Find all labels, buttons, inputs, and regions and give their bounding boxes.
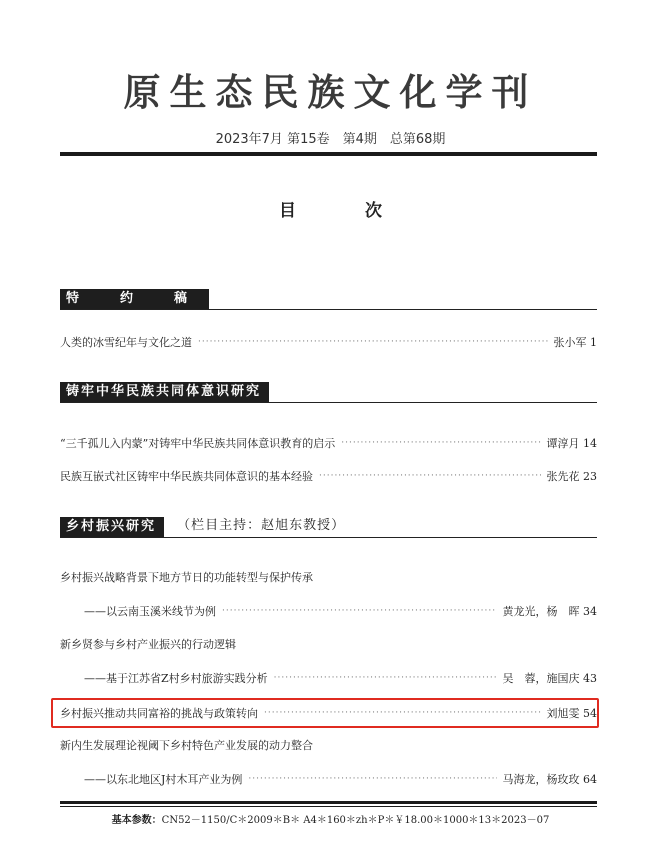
entry-author-page: 马海龙，杨玫玫 64 [502,773,597,786]
entry-author-page: 吴 蓉，施国庆 43 [502,672,597,685]
footer-label: 基本参数： [111,815,162,826]
entry-author-page: 张小军 1 [553,336,597,349]
footer-parameters [0,811,661,826]
toc-entry-title[interactable]: 新内生发展理论视阈下乡村特色产业发展的动力整合 [60,739,313,752]
entry-author-page: 谭淳月 14 [546,437,597,450]
section-label: 铸牢中华民族共同体意识研究 [60,382,269,402]
section-header-rural [60,515,597,538]
issue-info: 2023年7月 第15卷 第4期 总第68期 [215,132,446,147]
leader-dots [248,774,496,784]
entry-subtitle: ——以东北地区J村木耳产业为例 [84,773,243,786]
entry-author-page: 刘旭雯 54 [546,707,597,720]
top-divider [60,152,597,156]
leader-dots [319,471,541,481]
toc-entry-title[interactable]: 新乡贤参与乡村产业振兴的行动逻辑 [60,638,236,651]
entry-title: “三千孤儿入内蒙”对铸牢中华民族共同体意识教育的启示 [60,437,336,450]
entry-title: 民族互嵌式社区铸牢中华民族共同体意识的基本经验 [60,470,313,483]
entry-title: 乡村振兴推动共同富裕的挑战与政策转向 [60,707,258,720]
bottom-divider-thin [60,806,597,807]
section-label: 乡村振兴研究 [60,517,164,537]
section-label: 特 约 稿 [60,289,209,309]
toc-entry[interactable] [84,602,597,620]
toc-entry[interactable] [60,333,597,351]
entry-author-page: 黄龙光，杨 晖 34 [502,605,597,618]
toc-entry[interactable] [84,770,597,788]
leader-dots [198,337,548,347]
section-header-special [60,287,597,310]
leader-dots [341,438,540,448]
toc-entry[interactable] [60,467,597,485]
journal-title: 原生态民族文化学刊 [123,70,538,114]
entry-subtitle: ——基于江苏省Z村乡村旅游实践分析 [84,672,268,685]
entry-author-page: 张先花 23 [546,470,597,483]
entry-subtitle: ——以云南玉溪米线节为例 [84,605,216,618]
toc-entry[interactable] [60,434,597,452]
bottom-divider-thick [60,801,597,804]
leader-dots [264,708,541,718]
section-header-community [60,380,597,403]
entry-title: 人类的冰雪纪年与文化之道 [60,336,192,349]
toc-entry[interactable] [84,669,597,687]
footer-value: CN52－1150/C＊2009＊B＊ A4＊160＊zh＊P＊￥18.00＊1000＊13＊2023－07 [161,815,550,826]
leader-dots [274,673,497,683]
leader-dots [222,606,497,616]
section-note: （栏目主持：赵旭东教授） [177,518,346,533]
toc-entry-highlighted[interactable] [60,704,597,722]
toc-entry-title[interactable]: 乡村振兴战略背景下地方节日的功能转型与保护传承 [60,571,313,584]
toc-heading: 目 次 [279,201,408,221]
